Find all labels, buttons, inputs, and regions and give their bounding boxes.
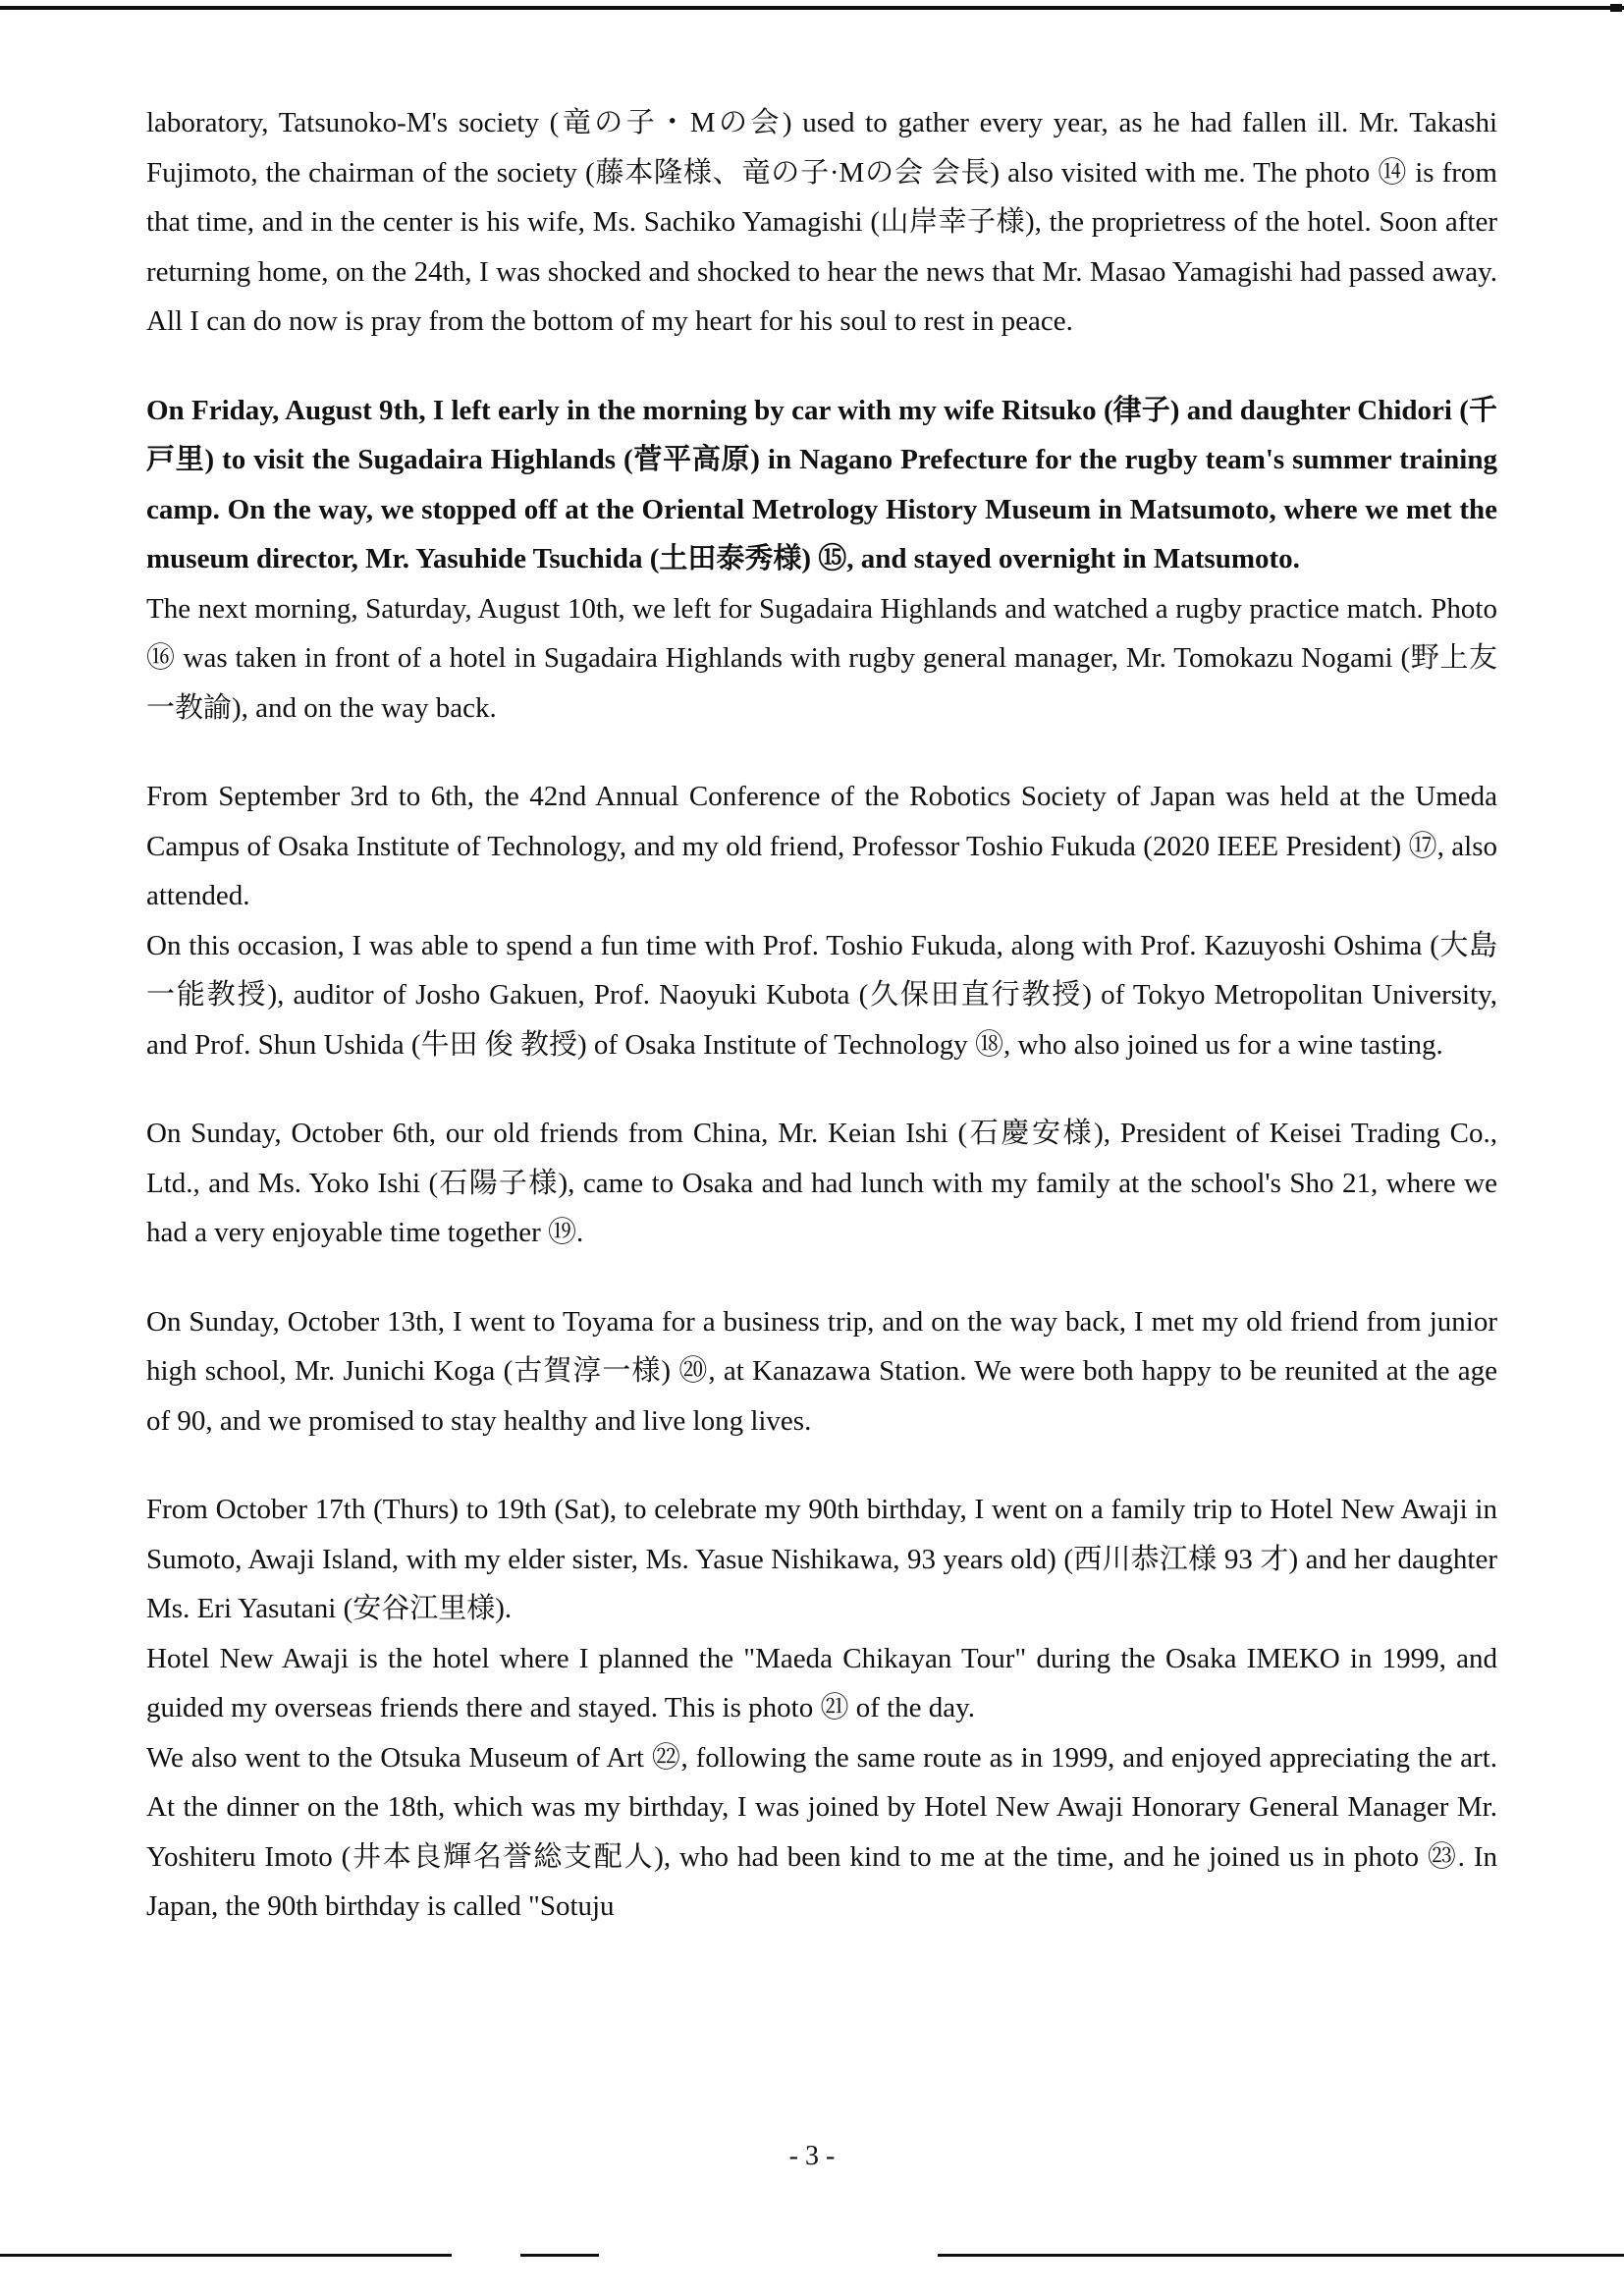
paragraph-wine-tasting: On this occasion, I was able to spend a fun time with Prof. Toshio Fukuda, along with Prof. Kazuyoshi Oshima (大島一能教授), auditor of Josho Gakuen, Prof. Naoyuki Kubota (久保田直行教授) of Tokyo Metropolitan University, and Prof. Shun Ushida (牛田 俊 教授) of Osaka Institute of Technology ⑱, who also joined us for a wine tasting.: [146, 929, 1497, 1061]
paragraph-gap: [146, 347, 1497, 386]
document-body: [146, 98, 1497, 1932]
paragraph-gap: [146, 733, 1497, 772]
paragraph-tatsunoko-visit: laboratory, Tatsunoko-M's society (竜の子・Mの会) used to gather every year, as he had fallen ill. Mr. Takashi Fujimoto, the chairman of the society (藤本隆様、竜の子·Mの会 会長) also visited with me. The photo ⑭ is from that time, and in the center is his wife, Ms. Sachiko Yamagishi (山岸幸子様), the proprietress of the hotel. Soon after returning home, on the 24th, I was shocked and shocked to hear the news that Mr. Masao Yamagishi had passed away. All I can do now is pray from the bottom of my heart for his soul to rest in peace.: [146, 107, 1497, 337]
top-border-end-mark: [1610, 4, 1622, 12]
paragraph-sugadaira-trip: On Friday, August 9th, I left early in the morning by car with my wife Ritsuko (律子) and daughter Chidori (千戸里) to visit the Sugadaira Highlands (菅平高原) in Nagano Prefecture for the rugby team's summer training camp. On the way, we stopped off at the Oriental Metrology History Museum in Matsumoto, where we met the museum director, Mr. Yasuhide Tsuchida (土田泰秀様) ⑮, and stayed overnight in Matsumoto.: [146, 394, 1497, 574]
paragraph-birthday-trip: From October 17th (Thurs) to 19th (Sat), to celebrate my 90th birthday, I went on a family trip to Hotel New Awaji in Sumoto, Awaji Island, with my elder sister, Ms. Yasue Nishikawa, 93 years old) (西川恭江様 93 才) and her daughter Ms. Eri Yasutani (安谷江里様).: [146, 1494, 1497, 1624]
paragraph-robotics-conference: From September 3rd to 6th, the 42nd Annual Conference of the Robotics Society of Japan was held at the Umeda Campus of Osaka Institute of Technology, and my old friend, Professor Toshio Fukuda (2020 IEEE President) ⑰, also attended.: [146, 781, 1497, 911]
top-border-rule: [0, 6, 1624, 10]
paragraph-gap: [146, 1069, 1497, 1109]
bottom-rule-segment: [0, 2254, 452, 2257]
paragraph-gap: [146, 1446, 1497, 1485]
paragraph-rugby-practice: The next morning, Saturday, August 10th, we left for Sugadaira Highlands and watched a rugby practice match. Photo ⑯ was taken in front of a hotel in Sugadaira Highlands with rugby general manager, Mr. Tomokazu Nogami (野上友一教諭), and on the way back.: [146, 592, 1497, 724]
paragraph-hotel-new-awaji: Hotel New Awaji is the hotel where I planned the "Maeda Chikayan Tour" during the Osaka IMEKO in 1999, and guided my overseas friends there and stayed. This is photo ㉑ of the day.: [146, 1642, 1497, 1723]
bottom-rule-segment: [938, 2254, 1624, 2257]
bottom-rule-segment: [520, 2254, 599, 2257]
paragraph-gap: [146, 1258, 1497, 1297]
page-number: - 3 -: [788, 2141, 836, 2171]
bottom-border-rule: [0, 2254, 1624, 2258]
paragraph-otsuka-museum: We also went to the Otsuka Museum of Art ㉒, following the same route as in 1999, and enjoyed appreciating the art. At the dinner on the 18th, which was my birthday, I was joined by Hotel New Awaji Honorary General Manager Mr. Yoshiteru Imoto (井本良輝名誉総支配人), who had been kind to me at the time, and he joined us in photo ㉓. In Japan, the 90th birthday is called "Sotuju: [146, 1741, 1497, 1922]
paragraph-toyama-trip: On Sunday, October 13th, I went to Toyama for a business trip, and on the way back, I met my old friend from junior high school, Mr. Junichi Koga (古賀淳一様) ⑳, at Kanazawa Station. We were both happy to be reunited at the age of 90, and we promised to stay healthy and live long lives.: [146, 1305, 1497, 1437]
paragraph-friends-from-china: On Sunday, October 6th, our old friends from China, Mr. Keian Ishi (石慶安様), President of Keisei Trading Co., Ltd., and Ms. Yoko Ishi (石陽子様), came to Osaka and had lunch with my family at the school's Sho 21, where we had a very enjoyable time together ⑲.: [146, 1118, 1497, 1248]
